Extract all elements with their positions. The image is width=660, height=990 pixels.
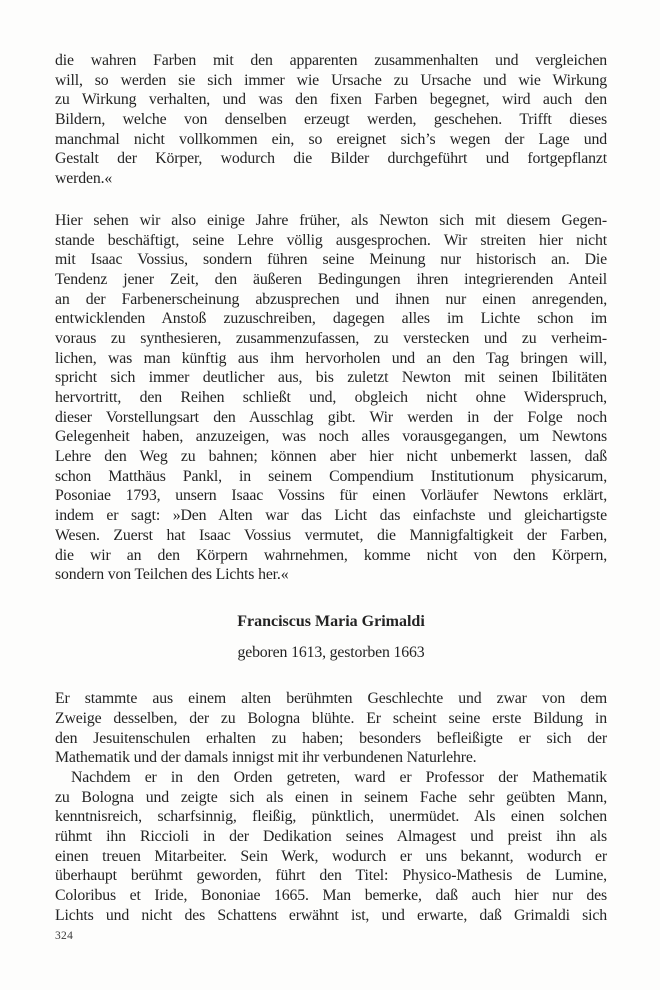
text-line: kenntnisreich, scharfsinnig, fleißig, pünktlich, unermüdet. Als einen solchen	[55, 808, 607, 826]
text-line: voraus zu synthesieren, zusammenzufassen, zu verstecken und zu verheim-	[55, 329, 607, 347]
text-line: Tendenz jener Zeit, den äußeren Bedingungen ihren integrierenden Anteil	[55, 270, 607, 288]
text-line: werden.«	[55, 170, 113, 188]
text-line: überhaupt berühmt geworden, führt den Titel: Physico-Mathesis de Lumine,	[55, 867, 607, 885]
text-line: Hier sehen wir also einige Jahre früher, als Newton sich mit diesem Gegen-	[55, 211, 607, 229]
text-line: Nachdem er in den Orden getreten, ward er Professor der Mathematik	[71, 769, 607, 787]
text-line: an der Farbenerscheinung abzusprechen und ihnen nur einen anregenden,	[55, 290, 607, 308]
text-line: stande beschäftigt, seine Lehre völlig ausgesprochen. Wir streiten hier nicht	[55, 231, 607, 249]
text-line: hervortritt, den Reihen schließt und, obgleich nicht ohne Widerspruch,	[55, 389, 607, 406]
text-line: Zweige desselben, der zu Bologna blühte. Er scheint seine erste Bildung in	[55, 709, 607, 727]
text-block	[55, 51, 607, 926]
text-line: dieser Vorstellungsart den Ausschlag gibt. Wir werden in der Folge noch	[55, 408, 607, 426]
text-line: Er stammte aus einem alten berühmten Geschlechte und zwar von dem	[55, 690, 607, 708]
text-line: indem er sagt: »Den Alten war das Licht das einfachste und gleichartigste	[55, 507, 607, 525]
text-line: spricht sich immer deutlicher aus, bis zuletzt Newton mit seinen Ibilitäten	[55, 369, 607, 387]
text-line: mit Isaac Vossius, sondern führen seine Meinung nur historisch an. Die	[55, 251, 607, 269]
paragraph-quote-continuation	[55, 51, 607, 189]
section-dates: geboren 1613, gestorben 1663	[237, 643, 425, 661]
text-line: sondern von Teilchen des Lichts her.«	[55, 566, 289, 584]
text-line: Mathematik und der damals innigst mit ihr verbundenen Naturlehre.	[55, 749, 477, 767]
text-line: rühmt ihn Riccioli in der Dedikation seines Almagest und preist ihn als	[55, 828, 607, 846]
text-line: Gestalt der Körper, wodurch die Bilder durchgeführt und fortgepflanzt	[55, 150, 607, 168]
text-line: die wir an den Körpern wahrnehmen, komme nicht von den Körpern,	[55, 546, 607, 564]
text-line: Bildern, welche von denselben erzeugt werden, geschehen. Trifft dieses	[55, 111, 607, 129]
text-line: Gelegenheit haben, anzuzeigen, was noch alles vorausgegangen, um Newtons	[55, 428, 607, 446]
text-line: Lehre den Weg zu bahnen; können aber hier nicht unbemerkt lassen, daß	[55, 448, 607, 466]
text-line: manchmal nicht vollkommen ein, so ereignet sich’s wegen der Lage und	[55, 130, 607, 148]
text-line: die wahren Farben mit den apparenten zusammenhalten und vergleichen	[55, 52, 607, 69]
text-line: schon Matthäus Pankl, in seinem Compendium Institutionum physicarum,	[55, 467, 607, 485]
page-number: 324	[55, 930, 74, 942]
text-line: lichen, was man künftig aus ihm hervorholen und an den Tag bringen will,	[55, 349, 607, 367]
paragraph-grimaldi-career	[55, 768, 607, 926]
text-line: entwicklenden Anstoß zuzuschreiben, dagegen alles im Lichte schon im	[55, 310, 607, 328]
text-line: will, so werden sie sich immer wie Ursache zu Ursache und wie Wirkung	[55, 71, 607, 89]
text-line: Posoniae 1793, unsern Isaac Vossins für einen Vorläufer Newtons erklärt,	[55, 487, 607, 505]
text-line: den Jesuitenschulen erhalten zu haben; besonders befleißigte er sich der	[55, 729, 607, 747]
text-line: Wesen. Zuerst hat Isaac Vossius vermutet, die Mannigfaltigkeit der Farben,	[55, 526, 607, 544]
text-line: Lichts und nicht des Schattens erwähnt ist, und erwarte, daß Grimaldi sich	[55, 906, 607, 924]
paragraph-newton-vossius	[55, 211, 607, 585]
section-heading: Franciscus Maria Grimaldi	[237, 612, 425, 630]
text-line: Coloribus et Iride, Bononiae 1665. Man bemerke, daß auch hier nur des	[55, 887, 607, 905]
text-line: zu Wirkung verhalten, und was den fixen Farben begegnet, wird auch den	[55, 91, 607, 109]
text-line: zu Bologna und zeigte sich als einen in seinem Fache sehr geübten Mann,	[55, 788, 607, 806]
paragraph-grimaldi-origin	[55, 689, 607, 768]
text-line: einen treuen Mitarbeiter. Sein Werk, wodurch er uns bekannt, wodurch er	[55, 847, 607, 865]
